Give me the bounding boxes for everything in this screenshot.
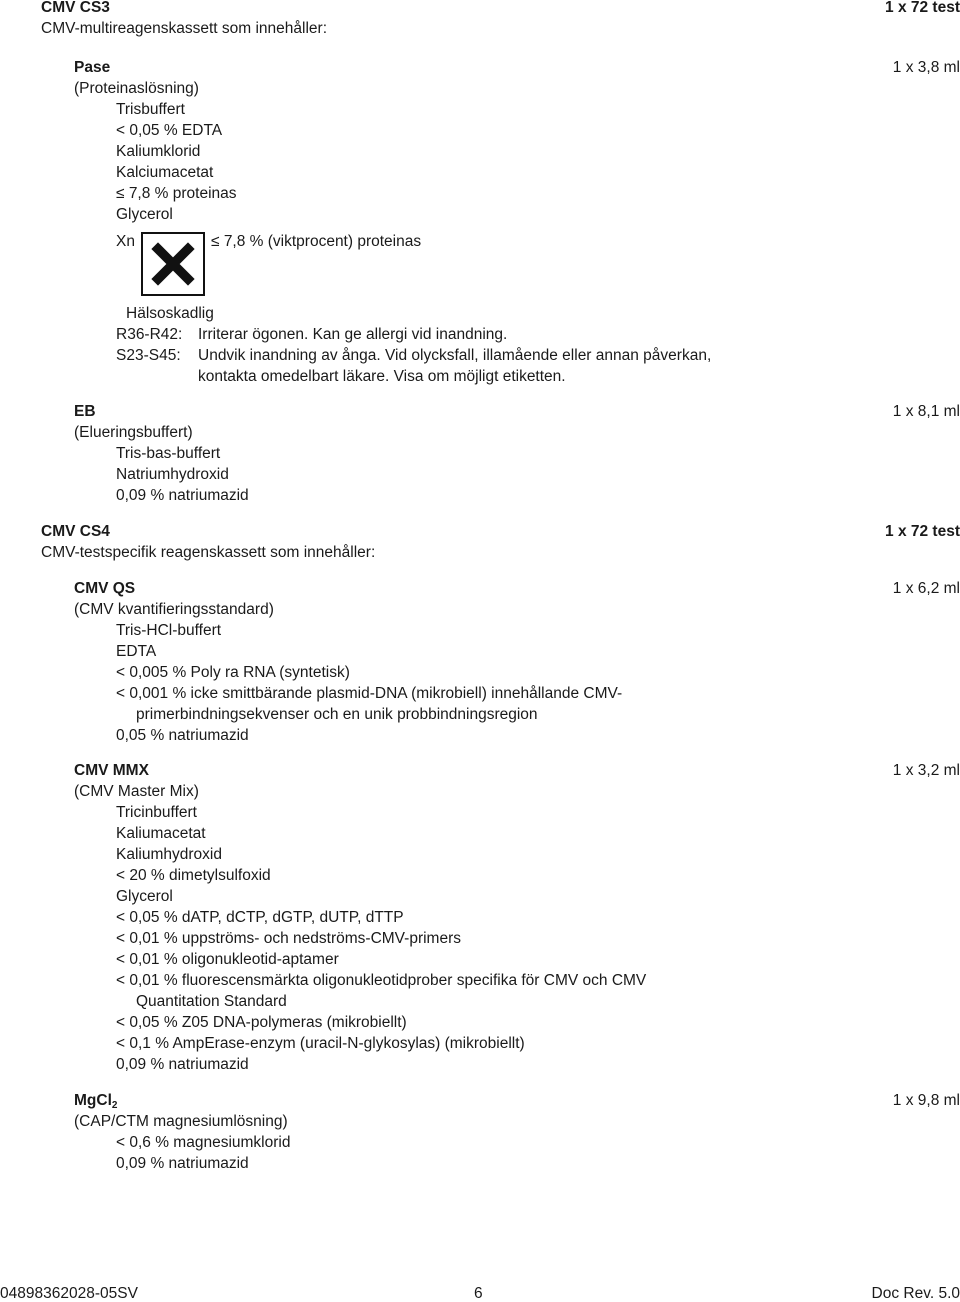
- pase-quantity: 1 x 3,8 ml: [892, 59, 960, 76]
- mmx-line: < 0,01 % oligonukleotid-aptamer: [116, 951, 339, 968]
- mgcl2-name: [74, 1093, 117, 1111]
- mgcl2-quantity: 1 x 9,8 ml: [892, 1092, 960, 1109]
- pase-line: (Proteinaslösning): [74, 80, 199, 97]
- mmx-line: < 0,1 % AmpErase-enzym (uracil-N-glykosylas) (mikrobiellt): [116, 1035, 525, 1052]
- xn-text: ≤ 7,8 % (viktprocent) proteinas: [211, 233, 422, 250]
- mgcl2-name-main: MgCl: [74, 1092, 112, 1109]
- qs-line: primerbindningsekvenser och en unik probbindningsregion: [136, 706, 538, 723]
- eb-quantity: 1 x 8,1 ml: [892, 403, 960, 420]
- harmful-x-icon: [141, 232, 205, 296]
- mmx-line: < 0,05 % dATP, dCTP, dGTP, dUTP, dTTP: [116, 909, 404, 926]
- eb-line: Natriumhydroxid: [116, 466, 229, 483]
- footer-page-number: 6: [474, 1285, 483, 1302]
- cs3-title: CMV CS3: [41, 0, 110, 16]
- eb-line: 0,09 % natriumazid: [116, 487, 249, 504]
- qs-quantity: 1 x 6,2 ml: [892, 580, 960, 597]
- qs-line: (CMV kvantifieringsstandard): [74, 601, 274, 618]
- mmx-name: CMV MMX: [74, 762, 149, 779]
- mmx-line: Kaliumhydroxid: [116, 846, 222, 863]
- mgcl2-line: (CAP/CTM magnesiumlösning): [74, 1113, 288, 1130]
- mmx-line: 0,09 % natriumazid: [116, 1056, 249, 1073]
- mmx-line: (CMV Master Mix): [74, 783, 199, 800]
- pase-line: Glycerol: [116, 206, 173, 223]
- cs4-quantity: 1 x 72 test: [885, 523, 960, 540]
- pase-line: < 0,05 % EDTA: [116, 122, 223, 139]
- qs-name: CMV QS: [74, 580, 136, 597]
- r-phrase-code: R36-R42:: [116, 326, 183, 343]
- mgcl2-line: < 0,6 % magnesiumklorid: [116, 1134, 291, 1151]
- pase-line: Kaliumklorid: [116, 143, 201, 160]
- s-phrase-text: Undvik inandning av ånga. Vid olycksfall, illamående eller annan påverkan,: [198, 347, 712, 364]
- mmx-line: Kaliumacetat: [116, 825, 206, 842]
- hazard-label: Hälsoskadlig: [126, 305, 214, 322]
- r-phrase-text: Irriterar ögonen. Kan ge allergi vid inandning.: [198, 326, 508, 343]
- eb-line: Tris-bas-buffert: [116, 445, 221, 462]
- qs-line: < 0,005 % Poly ra RNA (syntetisk): [116, 664, 350, 681]
- eb-line: (Elueringsbuffert): [74, 424, 193, 441]
- pase-line: ≤ 7,8 % proteinas: [116, 185, 237, 202]
- cs3-quantity: 1 x 72 test: [885, 0, 960, 16]
- pase-line: Kalciumacetat: [116, 164, 214, 181]
- qs-line: < 0,001 % icke smittbärande plasmid-DNA (mikrobiell) innehållande CMV-: [116, 685, 623, 702]
- mgcl2-line: 0,09 % natriumazid: [116, 1155, 249, 1172]
- pase-line: Trisbuffert: [116, 101, 185, 118]
- mgcl2-name-subscript: 2: [111, 1100, 118, 1111]
- mmx-line: < 0,01 % uppströms- och nedströms-CMV-primers: [116, 930, 461, 947]
- qs-line: Tris-HCl-buffert: [116, 622, 222, 639]
- pase-name: Pase: [74, 59, 111, 76]
- footer-revision: Doc Rev. 5.0: [871, 1285, 960, 1302]
- mmx-line: Quantitation Standard: [136, 993, 287, 1010]
- cs4-title: CMV CS4: [41, 523, 110, 540]
- mmx-line: < 0,05 % Z05 DNA-polymeras (mikrobiellt): [116, 1014, 407, 1031]
- mmx-line: Glycerol: [116, 888, 173, 905]
- s-phrase-code: S23-S45:: [116, 347, 181, 364]
- qs-line: 0,05 % natriumazid: [116, 727, 249, 744]
- mmx-line: < 20 % dimetylsulfoxid: [116, 867, 271, 884]
- mmx-line: Tricinbuffert: [116, 804, 197, 821]
- cs3-description: CMV-multireagenskassett som innehåller:: [41, 20, 328, 37]
- mmx-line: < 0,01 % fluorescensmärkta oligonukleotidprober specifika för CMV och CMV: [116, 972, 647, 989]
- eb-name: EB: [74, 403, 96, 420]
- cs4-description: CMV-testspecifik reagenskassett som innehåller:: [41, 544, 376, 561]
- xn-label: Xn: [116, 233, 135, 250]
- qs-line: EDTA: [116, 643, 157, 660]
- footer-doc-number: 04898362028-05SV: [0, 1285, 138, 1302]
- mmx-quantity: 1 x 3,2 ml: [892, 762, 960, 779]
- s-phrase-text: kontakta omedelbart läkare. Visa om möjligt etiketten.: [198, 368, 566, 385]
